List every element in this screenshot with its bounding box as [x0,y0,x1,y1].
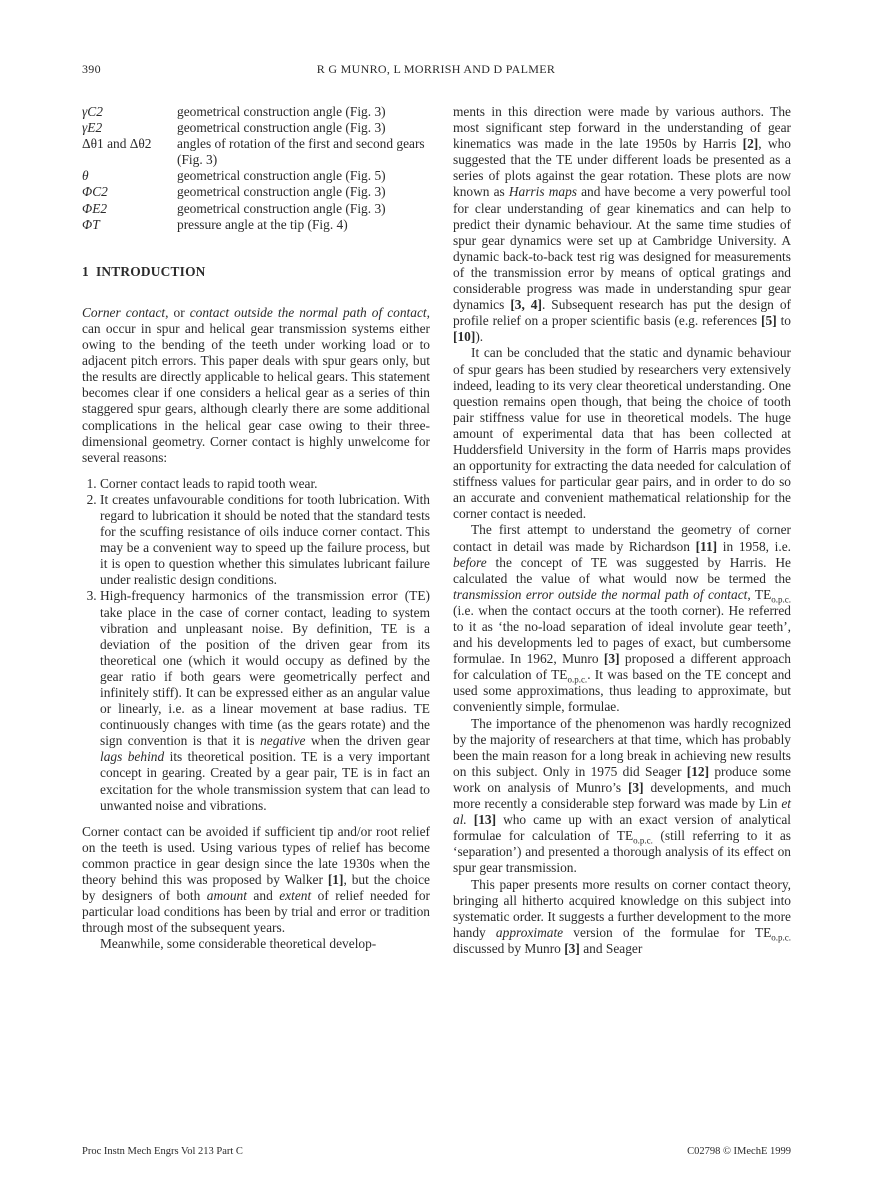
emphasis-text: et al. [453,796,791,828]
nomenclature-row [82,104,430,120]
list-item-text: its theoretical position. TE is a very important concept in gearing. Created by a gear pair, TE is in fact an excitation for the whole transmission system that can lead to unwanted noise and vibrations. [100,749,430,813]
body-text: and Seager [579,940,643,956]
emphasis-text: before [453,554,487,570]
body-text: , but the choice by designers of both [82,872,430,904]
citation-ref: [1] [327,872,344,888]
section-heading [82,264,430,280]
list-item [100,476,430,492]
body-text: proposed a different approach for calculation of TE [453,651,791,683]
body-text: and have become a very powerful tool for clear understanding of gear kinematics and can help to predict their dynamic behaviour. At the same time studies of spur gear dynamics were set up at Cambridge University. A dynamic back-to-back test rig was designed for measurements of the transmission error by means of optical gratings and considerable progress was made in understanding spur gear dynamics [453,184,791,313]
emphasis-text: negative [260,733,306,749]
footer-journal: Proc Instn Mech Engrs Vol 213 Part C [82,1146,243,1157]
nomenclature-row [82,120,430,136]
citation-ref: [3, 4] [510,297,542,313]
body-text: produce some work on analysis of Munro’s [453,763,791,795]
body-text: , or [165,304,190,320]
body-text: developments, and much more recently a considerable step forward was made by Lin [453,779,791,812]
emphasis-text: lags behind [100,749,165,765]
list-item-text: Corner contact leads to rapid tooth wear. [100,475,318,491]
body-text: the concept of TE was suggested by Harris. He calculated the value of what would now be termed the [453,554,791,586]
citation-ref: [5] [761,313,777,329]
nomenclature-desc: geometrical construction angle (Fig. 3) [177,104,386,119]
citation-ref: [12] [686,763,710,779]
list-item [100,492,430,589]
body-text: , TE [747,586,772,602]
body-text: ). [475,329,484,345]
page-number: 390 [82,62,101,76]
nomenclature-symbol: γE2 [82,120,103,136]
citation-ref: [11] [695,538,718,554]
body-paragraph: It can be concluded that the static and dynamic behaviour of spur gears has been studied by researchers very extensively indeed, leading to its very clear theoretical understanding. One question remains open though, that being the choice of tooth pair stiffness value for use in theoretical models. The huge amount of experimental data that has been collected at Huddersfield University in the form of Harris maps provides an opportunity for extracting the data needed for calculation of stiffness values for particular gear pairs, and in order to do so an accurate and convenient mathematical relationship for the corner contact is needed. [453,345,791,522]
emphasis-text: amount [206,888,247,904]
nomenclature-symbol: γC2 [82,104,103,119]
list-item-text: when the driven gear [305,733,430,749]
left-column [82,104,430,953]
emphasis-text: Harris maps [508,184,577,200]
emphasis-text: transmission error outside the normal path of contact [453,586,748,602]
body-text: in 1958, i.e. [717,538,791,554]
body-paragraph: Meanwhile, some considerable theoretical develop- [100,936,377,952]
citation-ref: [3] [627,779,644,795]
emphasis-text: contact outside the normal path of contact [189,304,427,320]
body-text: . Subsequent research has put the design of profile relief on a proper scientific basis (e.g. references [453,297,791,329]
subscript-text: o.p.c. [771,594,792,605]
body-paragraph [453,104,791,345]
intro-paragraph [82,305,430,466]
emphasis-text: extent [279,888,312,904]
body-paragraph [453,716,791,877]
body-text: (still referring to it as ‘separation’) and presented a thorough analysis of its effect on spur gear transmission. [453,828,791,876]
running-header [82,62,790,80]
nomenclature-symbol: ΦC2 [82,184,108,200]
nomenclature-desc: geometrical construction angle (Fig. 3) [177,200,386,216]
nomenclature-symbol: ΦT [82,216,100,232]
list-item-text: It creates unfavourable conditions for tooth lubrication. With regard to lubrication it should be noted that the standard tests for the scuffing resistance of oils induce corner contact. This may be a convenient way to speed up the failure process, but it is open to question whether this simulates lubricant failure under realistic design conditions. [100,491,430,588]
nomenclature-symbol: ΦE2 [82,200,108,216]
body-text: . It was based on the TE concept and used some approximations, thus leading to approximate, but conveniently simple, formulae. [453,667,791,715]
body-paragraph [82,824,430,937]
body-text: to [776,313,791,329]
subscript-text: o.p.c. [633,835,653,846]
body-paragraph [453,522,791,715]
citation-ref: [3] [564,940,580,956]
subscript-text: o.p.c. [771,932,791,943]
nomenclature-list [82,104,430,233]
subscript-text: o.p.c. [567,674,588,685]
emphasis-text: approximate [495,924,564,940]
nomenclature-row [82,168,430,184]
body-text: and [246,888,280,904]
nomenclature-desc: geometrical construction angle (Fig. 3) [177,120,386,136]
section-number: 1 [82,263,89,279]
nomenclature-row [82,201,430,217]
body-text: The first attempt to understand the geometry of corner contact in detail was made by Richardson [453,522,791,554]
body-text: , can occur in spur and helical gear transmission systems either owing to the bending of the teeth under working load or to adjacent pitch errors. This paper deals with spur gears only, but the results are directly applicable to helical gears. This statement becomes clear if one considers a helical gear as a series of thin staggered spur gears, although clearly there are some additional complications in the helical gear case owing to their three-dimensional geometry. Corner contact is highly unwelcome for several reasons: [82,304,430,465]
body-text: This paper presents more results on corner contact theory, bringing all hitherto acquired knowledge on this subject into systematic order. It suggests a further development to the more handy [453,876,791,940]
nomenclature-desc: angles of rotation of the first and second gears (Fig. 3) [177,136,425,168]
citation-ref: [13] [466,812,497,828]
body-text: The importance of the phenomenon was hardly recognized by the majority of researchers at that time, which has probably been the main reason for a long break in achieving new results on this subject. Only in 1975 did Seager [453,715,791,779]
section-title: INTRODUCTION [96,263,206,279]
body-text: who came up with an exact version of analytical formulae for calculation of TE [453,812,791,844]
body-text: , who suggested that the TE under different loads be presented as a series of plots against the gear rotation. These plots are now known as [453,136,791,200]
nomenclature-row [82,184,430,200]
nomenclature-row [82,136,430,168]
body-text: discussed by Munro [453,940,565,956]
nomenclature-desc: geometrical construction angle (Fig. 5) [177,168,386,184]
reasons-list [82,476,430,814]
nomenclature-symbol: Δθ1 and Δθ2 [82,136,152,152]
running-authors: R G MUNRO, L MORRISH AND D PALMER [316,62,556,76]
nomenclature-desc: pressure angle at the tip (Fig. 4) [177,216,348,232]
nomenclature-desc: geometrical construction angle (Fig. 3) [177,184,386,200]
citation-ref: [3] [603,651,620,667]
right-column [453,104,791,957]
body-text: version of the formulae for TE [563,924,772,940]
citation-ref: [10] [453,329,476,345]
body-text: (i.e. when the contact occurs at the tooth corner). He referred to it as ‘the no-load separation of ideal involute gear teeth’, and his developments led to pages of exact, but cumbersome formulae. In 1962, Munro [453,602,791,667]
emphasis-text: Corner contact [82,304,166,320]
body-text: of relief needed for particular load conditions has been by trial and error or tradition through most of the subsequent years. [82,888,430,936]
citation-ref: [2] [742,136,759,152]
body-paragraph [453,877,791,957]
body-text: ments in this direction were made by various authors. The most significant step forward in the understanding of gear kinematics was made in the late 1950s by Harris [453,104,791,152]
nomenclature-symbol: θ [82,168,89,184]
body-text: Corner contact can be avoided if sufficient tip and/or root relief on the teeth is used. Using various types of relief has become common practice in gear design since the late 1930s when the theory behind this was proposed by Walker [82,823,430,888]
nomenclature-row [82,217,430,233]
list-item-text: High-frequency harmonics of the transmission error (TE) take place in the case of corner contact, leading to system vibration and unpleasant noise. By definition, TE is a deviation of the position of the driven gear from its theoretical one (which it would occupy as defined by the gear ratio if both gears were geometrically perfect and infinitely stiff). It can be expressed either as an angular value or linearly, i.e. as a linear movement at base radius. TE continuously changes with time (as the gears rotate) and the sign convention is that it is [100,588,430,749]
list-item [100,588,430,813]
footer-copyright: C02798 © IMechE 1999 [687,1146,791,1157]
